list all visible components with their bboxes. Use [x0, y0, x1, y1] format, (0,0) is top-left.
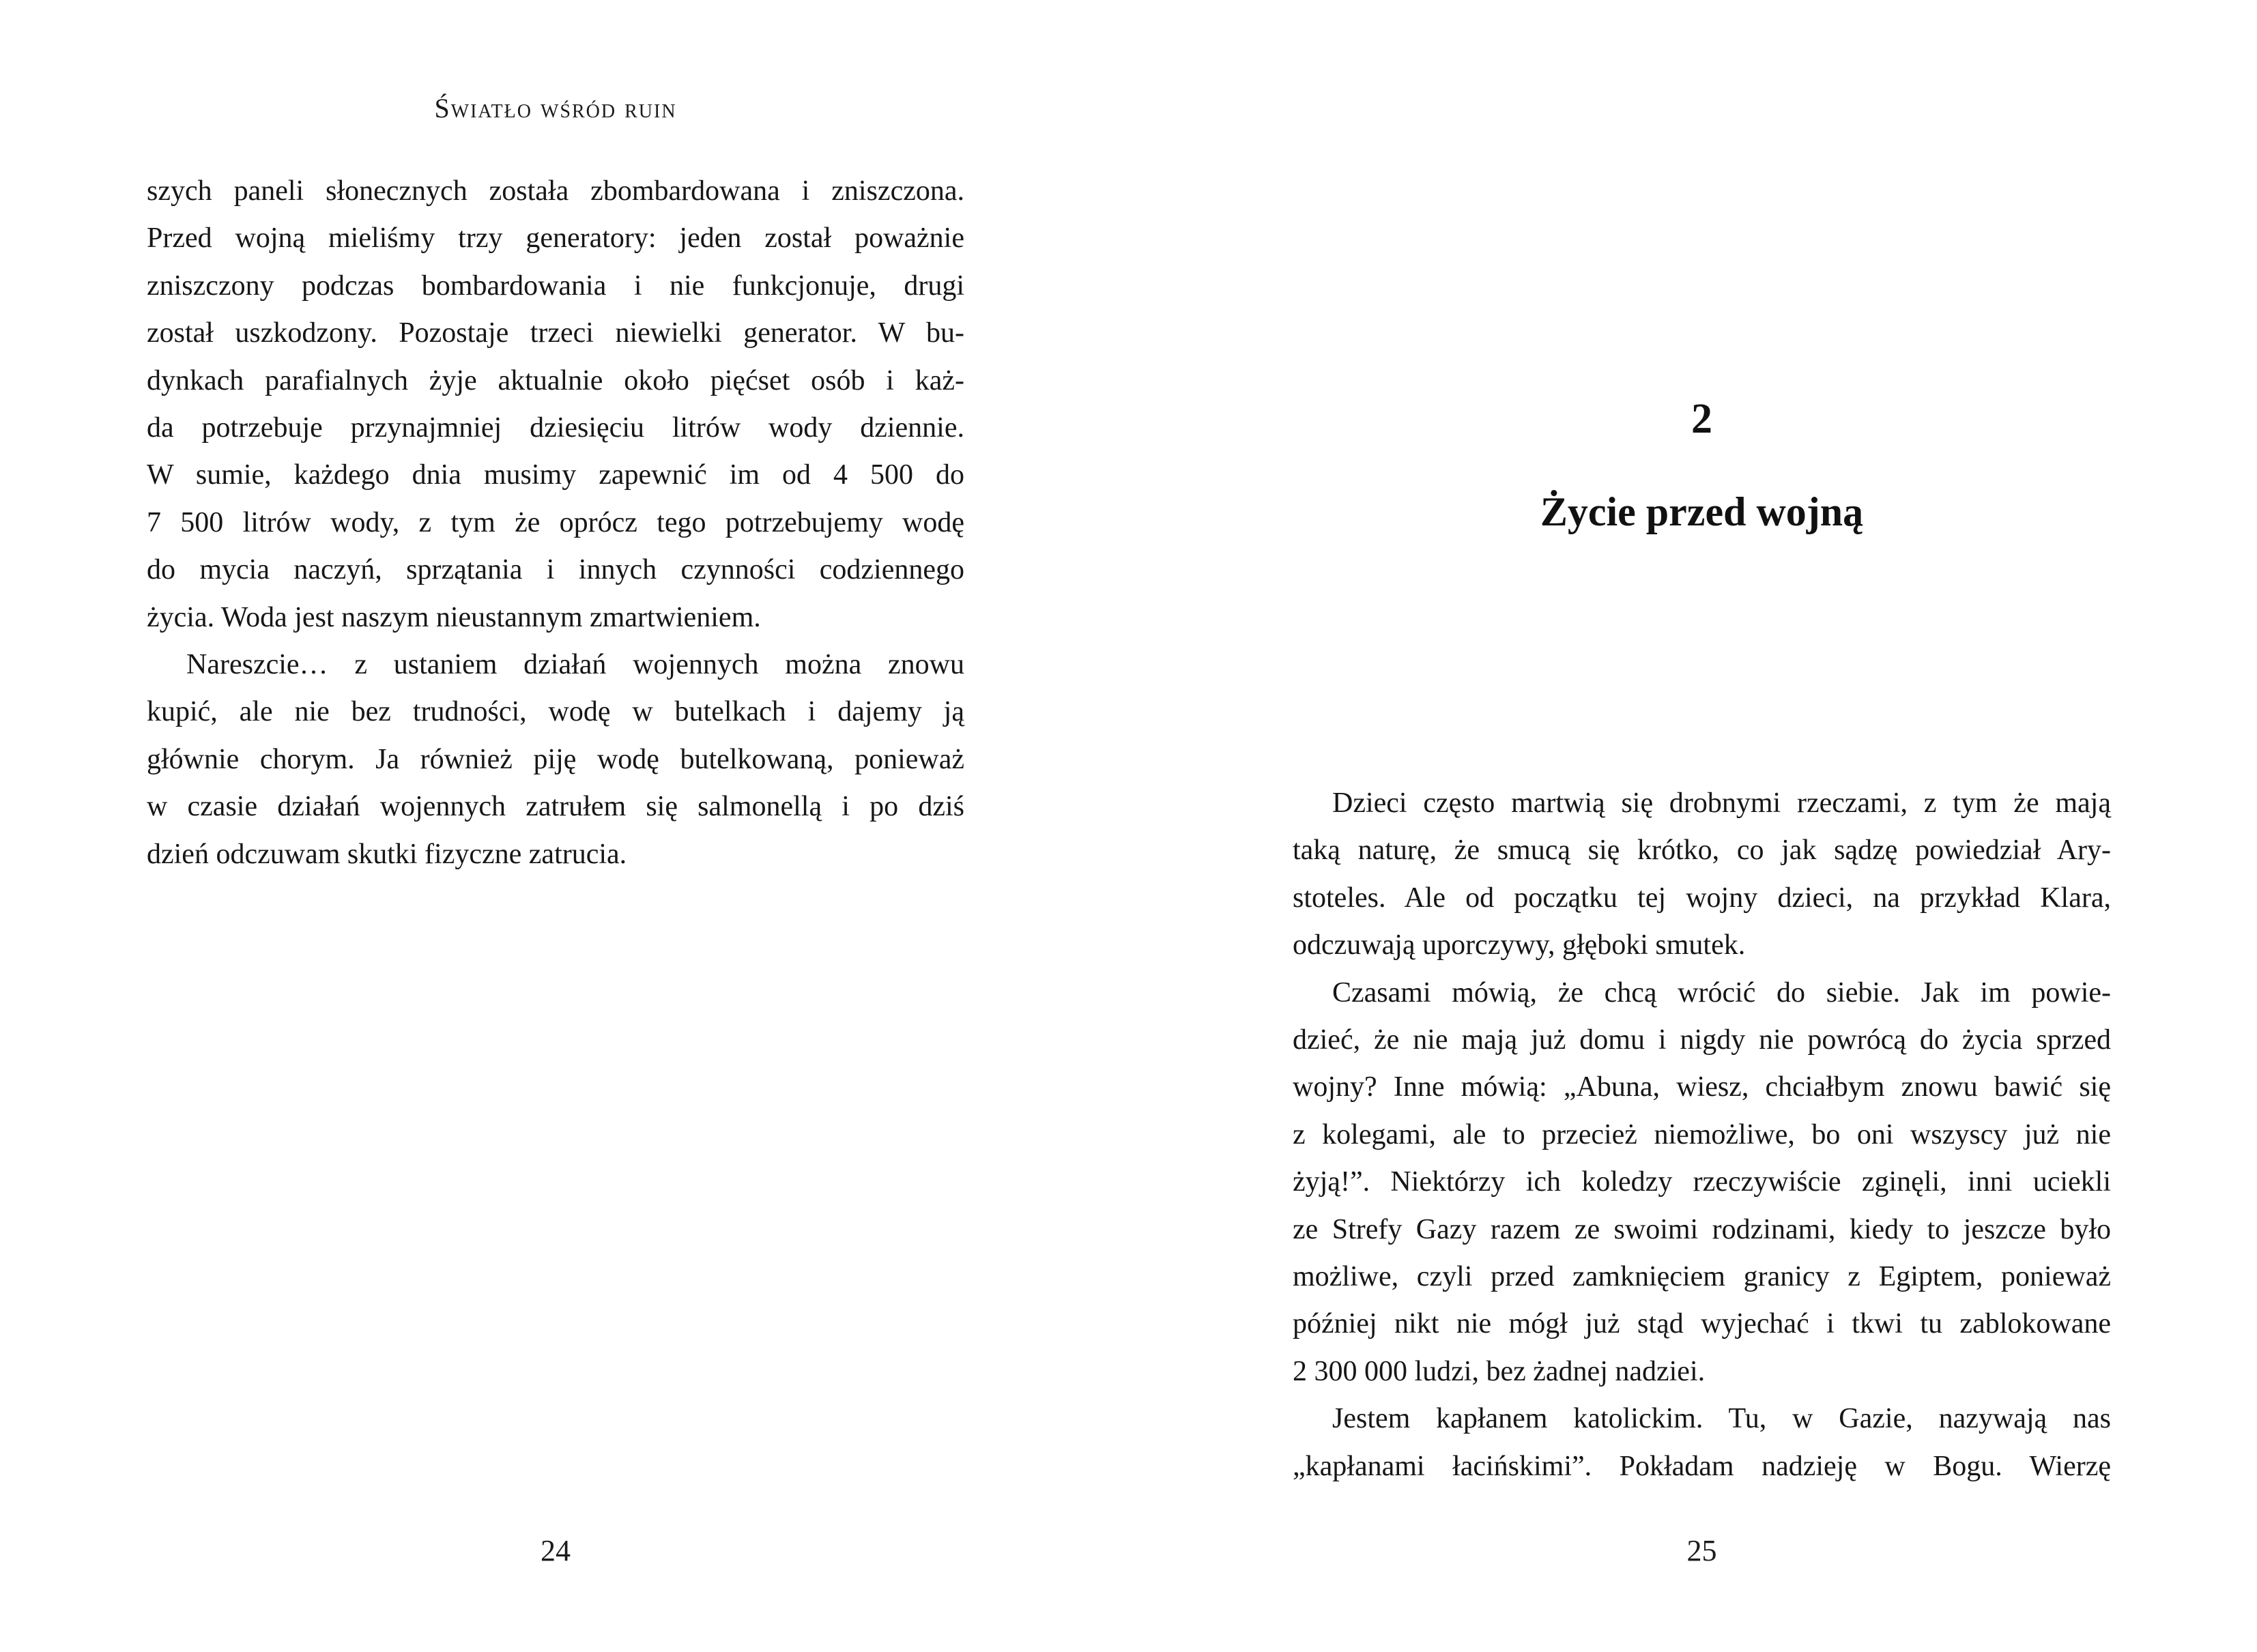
text-line: później nikt nie mógł już stąd wyjechać i tkwi tu zablokowane — [1293, 1308, 2111, 1340]
text-line: życia. Woda jest naszym nieustannym zmartwieniem. — [147, 601, 761, 633]
text-line: z kolegami, ale to przecież niemożliwe, bo oni wszyscy już nie — [1293, 1118, 2111, 1150]
text-line: 2 300 000 ludzi, bez żadnej nadziei. — [1293, 1355, 1706, 1387]
body-text-left — [147, 168, 964, 878]
text-line: da potrzebuje przynajmniej dziesięciu litrów wody dziennie. — [147, 412, 964, 444]
text-line: Dzieci często martwią się drobnymi rzeczami, z tym że mają — [1332, 787, 2111, 819]
text-line: zniszczony podczas bombardowania i nie funkcjonuje, drugi — [147, 270, 964, 302]
text-line: dzieć, że nie mają już domu i nigdy nie powrócą do życia sprzed — [1293, 1024, 2111, 1056]
text-line: Nareszcie… z ustaniem działań wojennych można znowu — [186, 649, 964, 681]
text-line: możliwe, czyli przed zamknięciem granicy z Egiptem, ponieważ — [1293, 1261, 2111, 1293]
chapter-number: 2 — [1691, 396, 1712, 442]
page-number-left: 24 — [541, 1534, 571, 1567]
text-line: Przed wojną mieliśmy trzy generatory: jeden został poważnie — [147, 222, 964, 255]
text-line: stoteles. Ale od początku tej wojny dzieci, na przykład Klara, — [1293, 882, 2111, 914]
text-line: W sumie, każdego dnia musimy zapewnić im od 4 500 do — [147, 459, 964, 491]
text-line: odczuwają uporczywy, głęboki smutek. — [1293, 929, 1746, 961]
text-line: żyją!”. Niektórzy ich koledzy rzeczywiście zginęli, inni uciekli — [1293, 1166, 2111, 1198]
text-line: Czasami mówią, że chcą wrócić do siebie. Jak im powie- — [1332, 976, 2111, 1009]
text-line: szych paneli słonecznych została zbombardowana i zniszczona. — [147, 175, 964, 207]
page-number-right: 25 — [1686, 1534, 1717, 1567]
text-line: głównie chorym. Ja również piję wodę butelkowaną, ponieważ — [147, 743, 964, 775]
text-line: taką naturę, że smucą się krótko, co jak sądzę powiedział Ary- — [1293, 835, 2111, 867]
text-line: Jestem kapłanem katolickim. Tu, w Gazie, nazywają nas — [1332, 1403, 2111, 1435]
text-line: w czasie działań wojennych zatrułem się salmonellą i po dziś — [147, 791, 964, 823]
text-line: dzień odczuwam skutki fizyczne zatrucia. — [147, 838, 627, 870]
text-line: do mycia naczyń, sprzątania i innych czynności codziennego — [147, 554, 964, 586]
text-line: został uszkodzony. Pozostaje trzeci niewielki generator. W bu- — [147, 317, 964, 349]
text-line: „kapłanami łacińskimi”. Pokładam nadzieję w Bogu. Wierzę — [1293, 1450, 2111, 1482]
chapter-title: Życie przed wojną — [1540, 489, 1864, 534]
body-text-right — [1293, 780, 2111, 1490]
text-line: 7 500 litrów wody, z tym że oprócz tego potrzebujemy wodę — [147, 506, 964, 538]
text-line: kupić, ale nie bez trudności, wodę w butelkach i dajemy ją — [147, 696, 964, 728]
text-line: wojny? Inne mówią: „Abuna, wiesz, chciałbym znowu bawić się — [1293, 1071, 2111, 1103]
text-line: ze Strefy Gazy razem ze swoimi rodzinami, kiedy to jeszcze było — [1293, 1213, 2111, 1245]
running-head: Światło wśród ruin — [434, 93, 677, 124]
text-line: dynkach parafialnych żyje aktualnie około pięćset osób i każ- — [147, 364, 964, 396]
